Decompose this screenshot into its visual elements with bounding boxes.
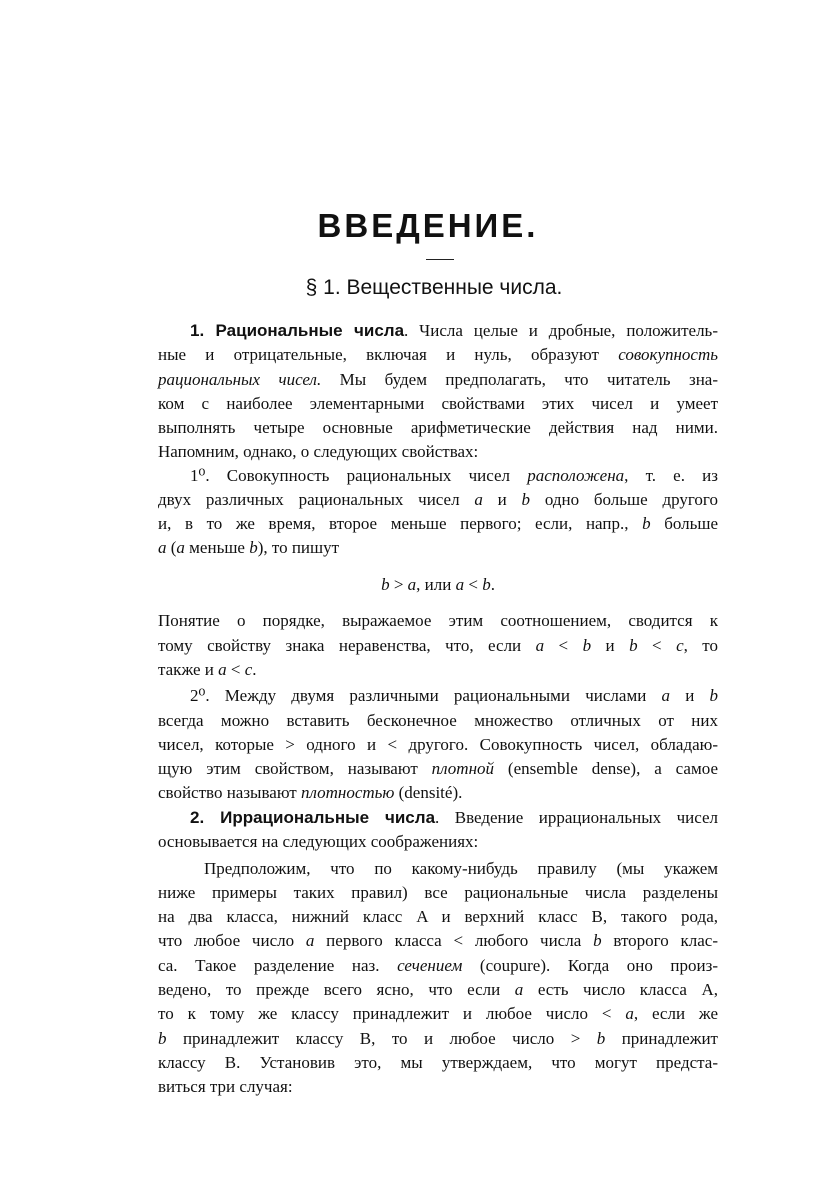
text-run: и: [591, 636, 630, 655]
text-run: второго клас-: [601, 931, 718, 950]
text-run: , т. е. из: [624, 466, 719, 485]
text-run: основывается на следующих соображениях:: [158, 832, 479, 851]
section-heading: [14, 276, 840, 300]
text-run: что любое число: [158, 931, 306, 950]
text-run: , то: [683, 636, 719, 655]
italic-term: плотностью: [300, 783, 395, 802]
text-line: [158, 1003, 718, 1025]
text-run: первого класса < любого числа: [314, 931, 594, 950]
text-line: [158, 955, 718, 977]
italic-term: рациональных чисел.: [158, 370, 322, 389]
text-run: <: [544, 636, 583, 655]
text-line: [158, 489, 718, 511]
italic-term: b: [582, 636, 592, 655]
text-run: выполнять четыре основные арифметические действия над ними.: [158, 418, 718, 437]
text-line: [158, 831, 718, 853]
text-line: [158, 758, 718, 780]
italic-term: a: [176, 538, 185, 557]
text-line: [158, 710, 718, 732]
text-line: [158, 635, 718, 657]
text-run: и, в то же время, второе меньше первого; если, напр.,: [158, 514, 643, 533]
text-run: больше: [650, 514, 718, 533]
text-run: щую этим свойством, называют: [158, 759, 432, 778]
text-run: свойство называют: [158, 783, 301, 802]
text-run: принадлежит классу B, то и любое число >: [166, 1029, 597, 1048]
text-run: (ensemble dense), а самое: [494, 759, 718, 778]
title-divider: [426, 259, 454, 260]
text-run: .: [490, 575, 495, 594]
paragraph-heading: 1. Рациональные числа: [190, 321, 405, 340]
text-run: ком с наиболее элементарными свойствами этих чисел и умеет: [158, 394, 718, 413]
text-run: , если же: [633, 1004, 718, 1023]
section-name: Вещественные числа.: [346, 276, 563, 299]
italic-term: a: [455, 575, 465, 594]
italic-term: a: [514, 980, 524, 999]
text-run: всегда можно вставить бесконечное множество отличных от них: [158, 711, 718, 730]
text-run: ), то пишут: [257, 538, 340, 557]
text-run: меньше: [184, 538, 250, 557]
text-line: [158, 610, 718, 632]
text-run: <: [637, 636, 677, 655]
text-line: [158, 417, 718, 439]
italic-term: a: [218, 660, 227, 679]
text-run: одно больше другого: [530, 490, 718, 509]
text-line: [158, 1028, 718, 1050]
text-run: также и: [158, 660, 219, 679]
text-line: [158, 930, 718, 952]
text-run: , или: [416, 575, 456, 594]
text-run: чисел, которые > одного и < другого. Совокупность чисел, обладаю-: [158, 735, 718, 754]
text-run: ные и отрицательные, включая и нуль, образуют: [158, 345, 619, 364]
text-run: на два класса, нижний класс A и верхний класс B, такого рода,: [158, 907, 718, 926]
text-line: [158, 537, 718, 559]
text-line: [158, 344, 718, 366]
italic-term: a: [407, 575, 417, 594]
italic-term: a: [158, 538, 167, 557]
text-run: Предположим, что по какому-нибудь правилу (мы укажем: [204, 859, 718, 878]
italic-term: b: [249, 538, 258, 557]
text-run: . Числа целые и дробные, положитель-: [404, 321, 718, 340]
text-run: .: [252, 660, 257, 679]
text-run: тому свойству знака неравенства, что, если: [158, 636, 536, 655]
text-run: есть число класса A,: [523, 980, 718, 999]
text-line: [190, 465, 718, 487]
italic-term: a: [305, 931, 315, 950]
text-run: двух различных рациональных чисел: [158, 490, 475, 509]
italic-term: b: [596, 1029, 606, 1048]
italic-term: b: [521, 490, 531, 509]
text-run: са. Такое разделение наз.: [158, 956, 398, 975]
text-run: <: [464, 575, 483, 594]
italic-term: расположена: [527, 466, 625, 485]
text-line: [158, 369, 718, 391]
paragraph-heading: 2. Иррациональные числа: [190, 808, 436, 827]
italic-term: a: [474, 490, 483, 509]
text-run: и: [482, 490, 522, 509]
text-line: [158, 441, 718, 463]
text-line: [158, 906, 718, 928]
text-run: . Введение иррациональных чисел: [435, 808, 719, 827]
text-line: [158, 393, 718, 415]
text-run: (coupure). Когда оно произ-: [462, 956, 718, 975]
text-line: [158, 574, 718, 596]
text-line: [158, 1052, 718, 1074]
chapter-title: ВВЕДЕНИЕ.: [317, 207, 539, 244]
text-line: [204, 858, 718, 880]
italic-term: плотной: [431, 759, 495, 778]
text-run: Мы будем предполагать, что читатель зна-: [321, 370, 719, 389]
text-run: <: [226, 660, 245, 679]
text-line: [190, 807, 718, 829]
italic-term: b: [629, 636, 638, 655]
text-line: [158, 1076, 718, 1098]
text-line: [158, 513, 718, 535]
italic-term: a: [661, 686, 670, 705]
text-line: [158, 659, 718, 681]
text-line: [190, 685, 718, 707]
italic-term: a: [535, 636, 545, 655]
text-run: (densité).: [394, 783, 463, 802]
text-run: виться три случая:: [158, 1077, 293, 1096]
text-line: [158, 734, 718, 756]
italic-term: c: [244, 660, 253, 679]
text-run: и: [670, 686, 710, 705]
text-line: [190, 320, 718, 342]
text-line: [158, 979, 718, 1001]
text-run: то к тому же классу принадлежит и любое число <: [158, 1004, 626, 1023]
text-line: [158, 782, 718, 804]
text-run: 1⁰. Совокупность рациональных чисел: [190, 466, 528, 485]
italic-term: сечением: [397, 956, 463, 975]
text-run: классу B. Установив это, мы утверждаем, что могут предста-: [158, 1053, 718, 1072]
italic-term: c: [676, 636, 684, 655]
text-run: Напомним, однако, о следующих свойствах:: [158, 442, 479, 461]
text-run: (: [166, 538, 177, 557]
text-run: ниже примеры таких правил) все рациональные числа разделены: [158, 883, 718, 902]
text-line: [158, 882, 718, 904]
italic-term: b: [642, 514, 651, 533]
section-number: § 1.: [305, 276, 341, 299]
italic-term: b: [593, 931, 602, 950]
text-run: >: [389, 575, 408, 594]
italic-term: b: [709, 686, 718, 705]
text-run: ведено, то прежде всего ясно, что если: [158, 980, 515, 999]
italic-term: b: [482, 575, 491, 594]
italic-term: a: [625, 1004, 634, 1023]
italic-term: b: [381, 575, 390, 594]
text-run: принадлежит: [605, 1029, 718, 1048]
text-run: Понятие о порядке, выражаемое этим соотношением, сводится к: [158, 611, 718, 630]
italic-term: совокупность: [618, 345, 718, 364]
text-run: 2⁰. Между двумя различными рациональными числами: [190, 686, 662, 705]
italic-term: b: [158, 1029, 167, 1048]
